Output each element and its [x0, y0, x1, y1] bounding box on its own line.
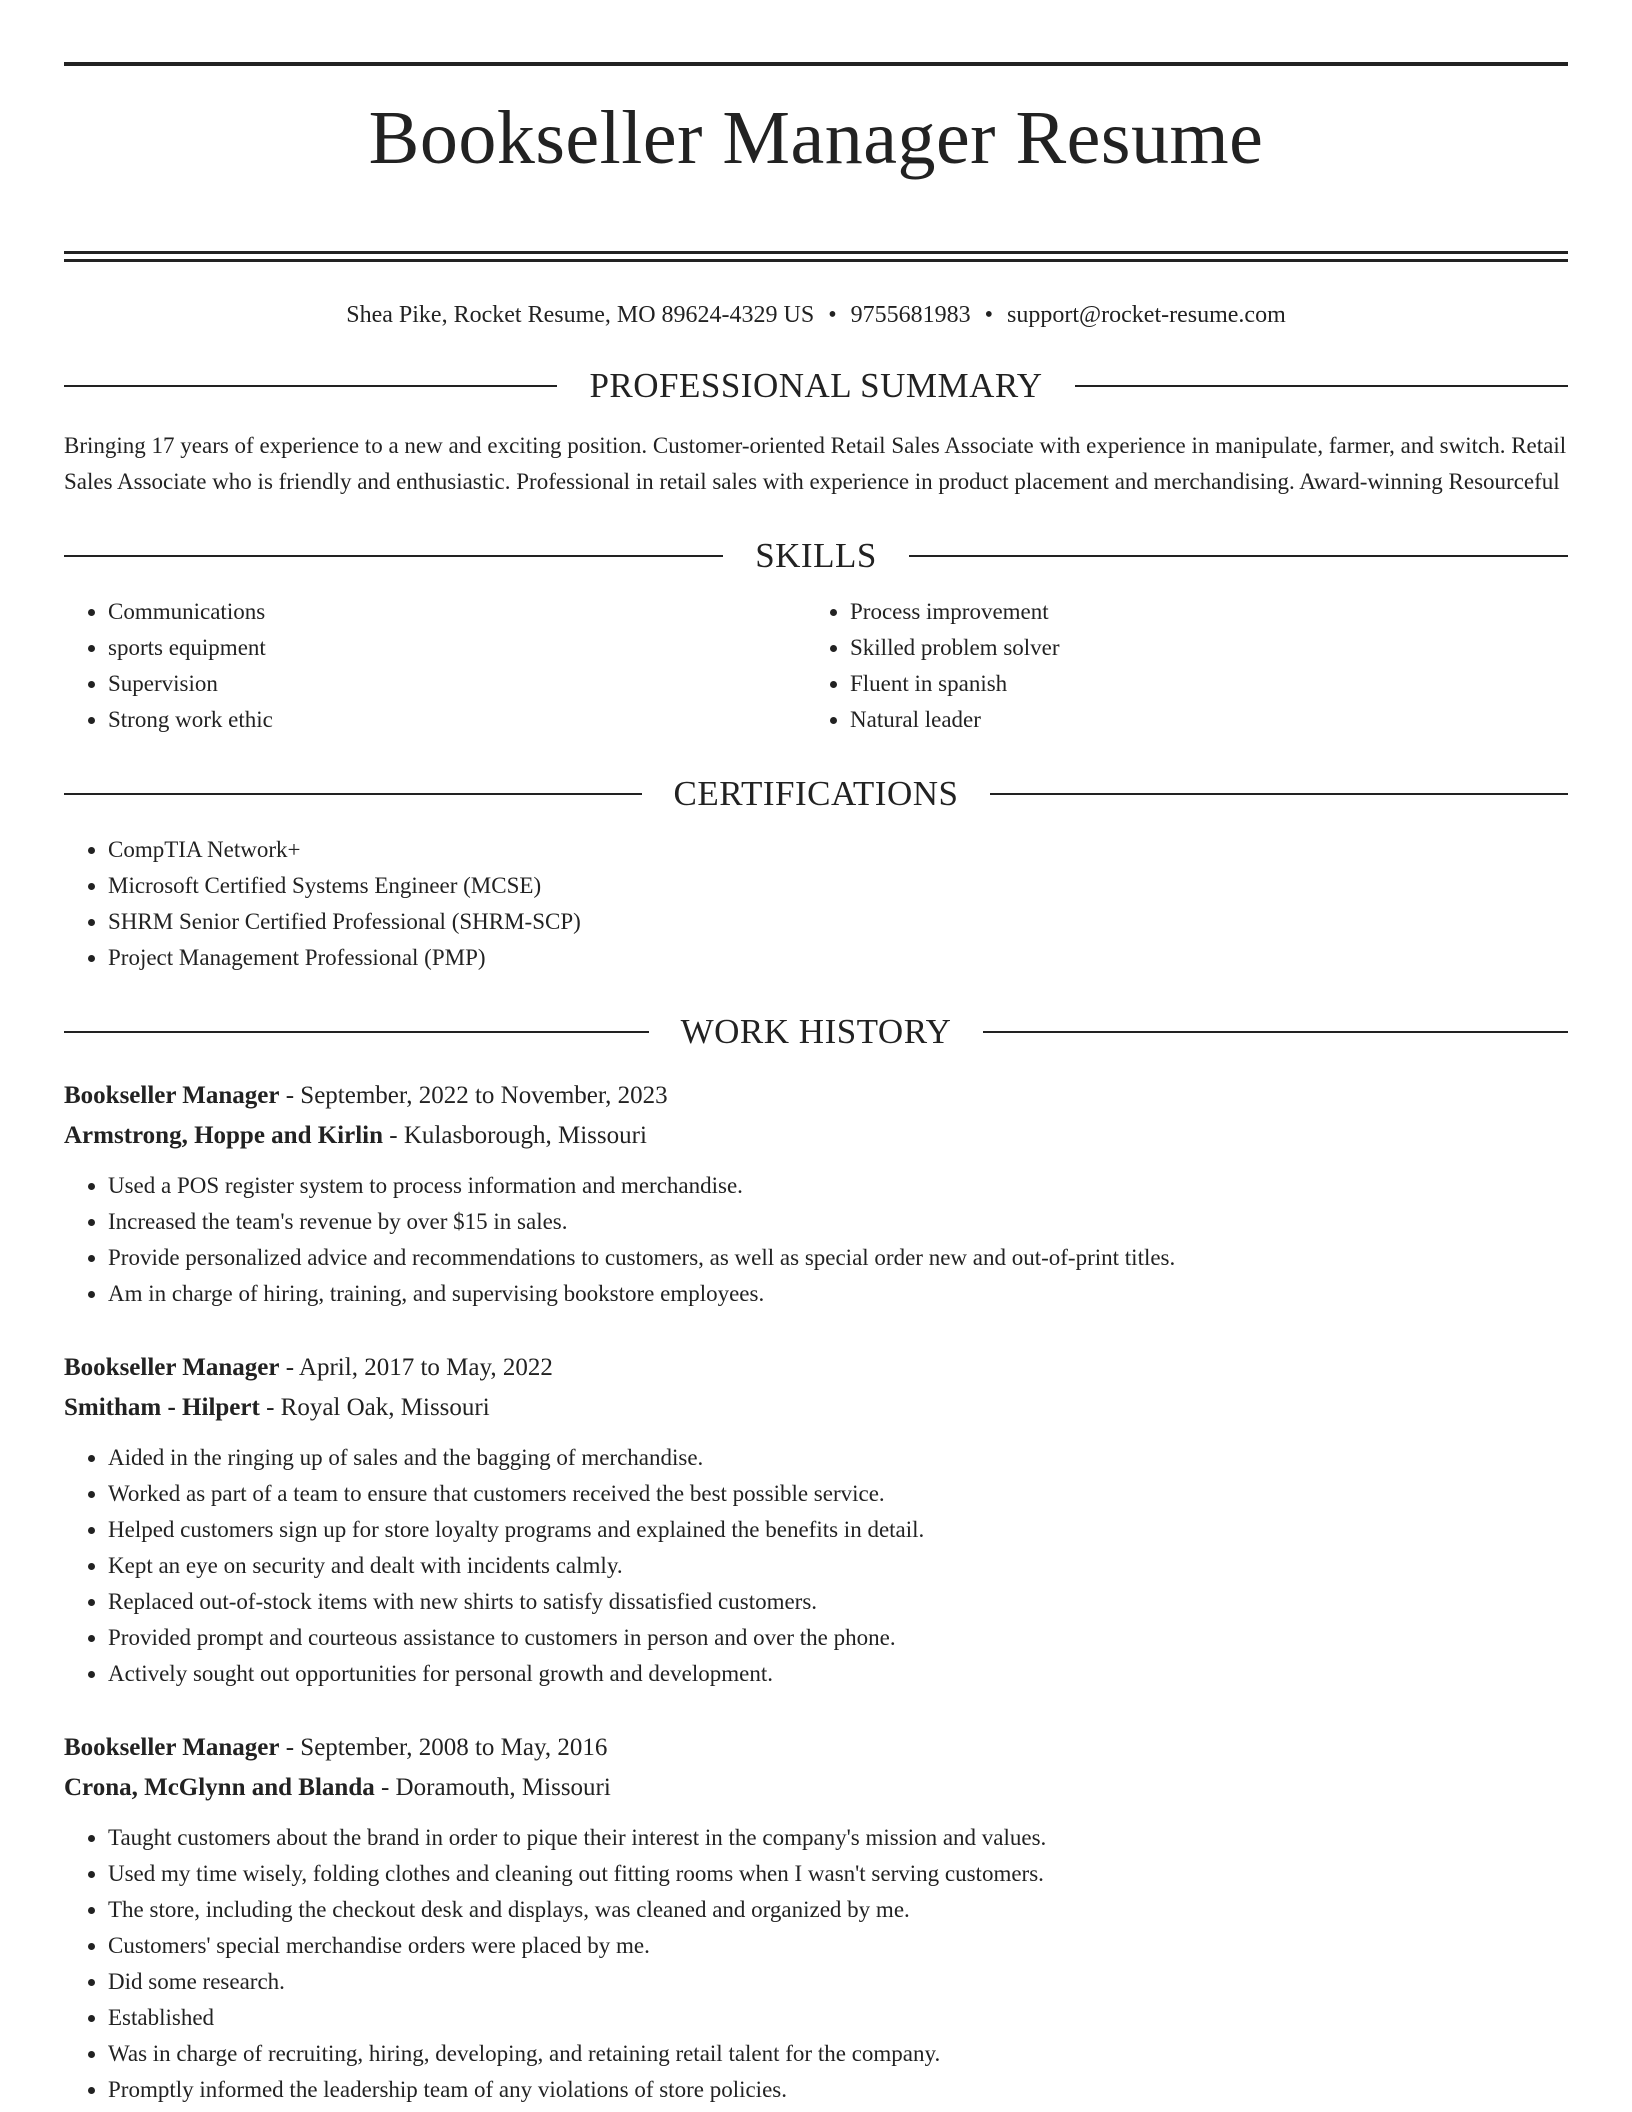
skill-item: • Process improvement: [850, 594, 1548, 630]
job-title-row: [64, 1348, 1568, 1388]
job-title-row: [64, 1728, 1568, 1768]
skills-heading: SKILLS: [755, 535, 877, 575]
job-bullet: • Increased the team's revenue by over $15 in sales.: [108, 1204, 1568, 1240]
summary-heading: PROFESSIONAL SUMMARY: [589, 365, 1043, 405]
section-rule-right: [909, 555, 1568, 557]
job-bullet: • Helped customers sign up for store loyalty programs and explained the benefits in detail.: [108, 1512, 1568, 1548]
summary-section-header: [64, 362, 1568, 410]
skills-column-left: [64, 594, 806, 738]
skill-item: • Communications: [108, 594, 806, 630]
job-location: - Doramouth, Missouri: [374, 1773, 611, 1801]
job-dates: - September, 2008 to May, 2016: [279, 1733, 608, 1761]
job-company-row: [64, 1388, 1568, 1428]
job-bullet: • Established: [108, 2000, 1568, 2036]
job-bullet: • Promptly informed the leadership team of any violations of store policies.: [108, 2072, 1568, 2108]
work-history-heading: WORK HISTORY: [680, 1011, 952, 1051]
job-bullet: • Used a POS register system to process information and merchandise.: [108, 1168, 1568, 1204]
certifications-heading: CERTIFICATIONS: [673, 773, 959, 813]
job-bullet: • Used my time wisely, folding clothes and cleaning out fitting rooms when I wasn't serving customers.: [108, 1856, 1568, 1892]
title-double-rule: [64, 251, 1568, 262]
contact-address: Shea Pike, Rocket Resume, MO 89624-4329 US: [346, 301, 815, 328]
job-bullets: [64, 1820, 1568, 2108]
job-dates: - September, 2022 to November, 2023: [279, 1081, 668, 1109]
certification-item: • SHRM Senior Certified Professional (SHRM-SCP): [108, 904, 1568, 940]
job-entry: [64, 1728, 1568, 2108]
section-rule-right: [990, 793, 1568, 795]
certifications-list: [64, 832, 1568, 976]
skill-item: • Skilled problem solver: [850, 630, 1548, 666]
contact-line: [64, 300, 1568, 330]
section-rule-right: [983, 1031, 1568, 1033]
job-bullet: • Did some research.: [108, 1964, 1568, 2000]
job-bullet: • Taught customers about the brand in order to pique their interest in the company's mission and values.: [108, 1820, 1568, 1856]
contact-email: support@rocket-resume.com: [1007, 301, 1286, 328]
summary-text: Bringing 17 years of experience to a new and exciting position. Customer-oriented Retail Sales Associate with experience in manipulate, farmer, and switch. Retail Sales Associate who is friendly and enthusiastic. Professional in retail sales with experience in product placement and merchandising. Award-winning Resourceful: [64, 432, 1567, 494]
skill-item: • sports equipment: [108, 630, 806, 666]
job-company: Smitham - Hilpert: [64, 1393, 260, 1421]
skill-item: • Supervision: [108, 666, 806, 702]
job-location: - Kulasborough, Missouri: [383, 1121, 647, 1149]
job-company: Armstrong, Hoppe and Kirlin: [64, 1121, 384, 1149]
job-title-row: [64, 1076, 1568, 1116]
section-rule-left: [64, 793, 642, 795]
job-bullets: [64, 1440, 1568, 1692]
certifications-section-header: [64, 770, 1568, 818]
job-bullets: [64, 1168, 1568, 1312]
section-rule-left: [64, 385, 557, 387]
contact-separator: •: [984, 301, 994, 328]
section-rule-left: [64, 555, 723, 557]
job-location: - Royal Oak, Missouri: [259, 1393, 490, 1421]
job-bullet: • Kept an eye on security and dealt with incidents calmly.: [108, 1548, 1568, 1584]
job-bullet: • Aided in the ringing up of sales and the bagging of merchandise.: [108, 1440, 1568, 1476]
job-company-row: [64, 1768, 1568, 1808]
skill-item: • Natural leader: [850, 702, 1548, 738]
job-company-row: [64, 1116, 1568, 1156]
job-bullet: • Am in charge of hiring, training, and supervising bookstore employees.: [108, 1276, 1568, 1312]
work-history-section-header: [64, 1008, 1568, 1056]
job-entry: [64, 1348, 1568, 1692]
job-bullet: • Actively sought out opportunities for personal growth and development.: [108, 1656, 1568, 1692]
top-rule: [64, 62, 1568, 66]
job-company: Crona, McGlynn and Blanda: [64, 1773, 375, 1801]
contact-phone: 9755681983: [850, 301, 971, 328]
page-title: Bookseller Manager Resume: [368, 96, 1264, 180]
section-rule-left: [64, 1031, 649, 1033]
job-bullet: • Worked as part of a team to ensure that customers received the best possible service.: [108, 1476, 1568, 1512]
job-title: Bookseller Manager: [64, 1081, 280, 1109]
job-dates: - April, 2017 to May, 2022: [279, 1353, 553, 1381]
contact-separator: •: [828, 301, 837, 328]
job-title: Bookseller Manager: [64, 1733, 280, 1761]
certification-item: • Microsoft Certified Systems Engineer (MCSE): [108, 868, 1568, 904]
certification-item: • CompTIA Network+: [108, 832, 1568, 868]
section-rule-right: [1075, 385, 1568, 387]
skills-column-right: [806, 594, 1548, 738]
skills-section-header: [64, 532, 1568, 580]
job-bullet: • Provided prompt and courteous assistance to customers in person and over the phone.: [108, 1620, 1568, 1656]
skill-item: • Strong work ethic: [108, 702, 806, 738]
job-bullet: • Was in charge of recruiting, hiring, developing, and retaining retail talent for the company.: [108, 2036, 1568, 2072]
certification-item: • Project Management Professional (PMP): [108, 940, 1568, 976]
job-bullet: • Provide personalized advice and recommendations to customers, as well as special order new and out-of-print titles.: [108, 1240, 1568, 1276]
skills-list: [64, 594, 1568, 738]
job-title: Bookseller Manager: [64, 1353, 280, 1381]
skill-item: • Fluent in spanish: [850, 666, 1548, 702]
job-entry: [64, 1076, 1568, 1312]
job-bullet: • Customers' special merchandise orders were placed by me.: [108, 1928, 1568, 1964]
job-bullet: • The store, including the checkout desk and displays, was cleaned and organized by me.: [108, 1892, 1568, 1928]
job-bullet: • Replaced out-of-stock items with new shirts to satisfy dissatisfied customers.: [108, 1584, 1568, 1620]
